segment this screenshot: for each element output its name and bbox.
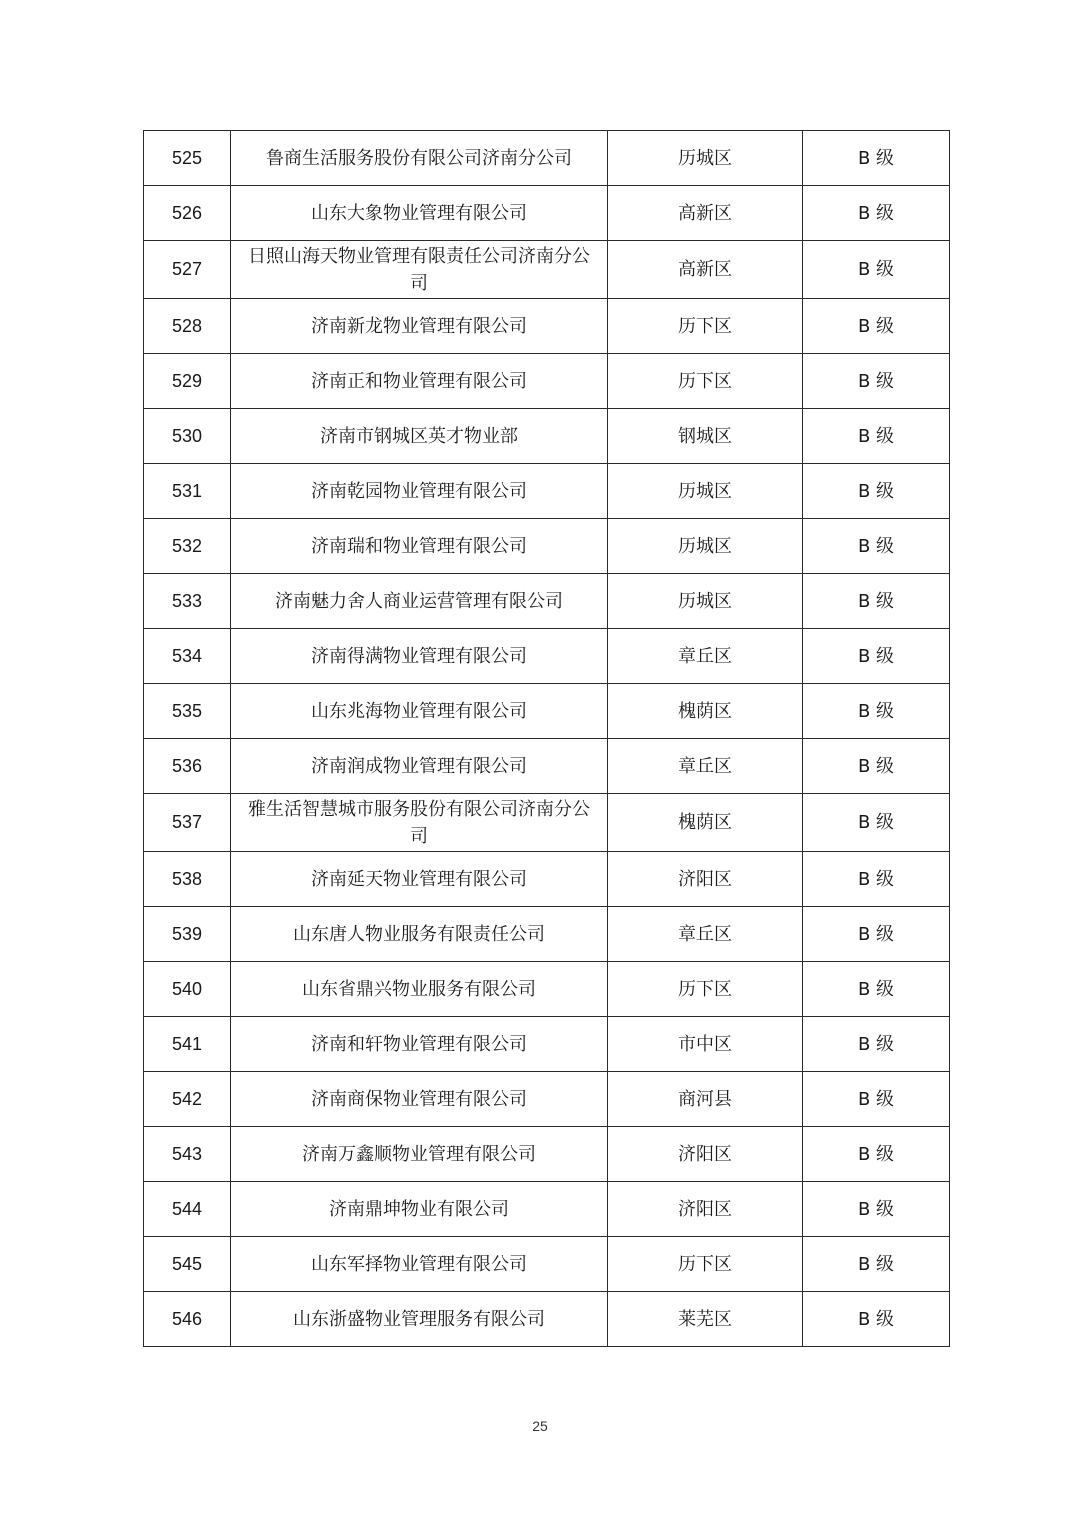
grade: B 级 (803, 629, 950, 684)
row-number: 527 (144, 241, 231, 299)
district: 章丘区 (608, 629, 803, 684)
row-number: 545 (144, 1237, 231, 1292)
row-number: 525 (144, 131, 231, 186)
company-name: 山东浙盛物业管理服务有限公司 (231, 1292, 608, 1347)
district: 钢城区 (608, 409, 803, 464)
grade: B 级 (803, 1127, 950, 1182)
grade: B 级 (803, 519, 950, 574)
company-name: 济南正和物业管理有限公司 (231, 354, 608, 409)
company-name: 山东兆海物业管理有限公司 (231, 684, 608, 739)
table-row (144, 299, 950, 354)
table-row (144, 1127, 950, 1182)
grade: B 级 (803, 962, 950, 1017)
company-name: 济南鼎坤物业有限公司 (231, 1182, 608, 1237)
grade: B 级 (803, 907, 950, 962)
district: 莱芜区 (608, 1292, 803, 1347)
table-row (144, 852, 950, 907)
grade: B 级 (803, 1072, 950, 1127)
company-name: 济南瑞和物业管理有限公司 (231, 519, 608, 574)
company-name: 济南得满物业管理有限公司 (231, 629, 608, 684)
district: 历下区 (608, 1237, 803, 1292)
district: 市中区 (608, 1017, 803, 1072)
grade: B 级 (803, 354, 950, 409)
row-number: 541 (144, 1017, 231, 1072)
company-name: 济南乾园物业管理有限公司 (231, 464, 608, 519)
row-number: 543 (144, 1127, 231, 1182)
table-row (144, 464, 950, 519)
table-row (144, 962, 950, 1017)
district: 槐荫区 (608, 794, 803, 852)
district: 历下区 (608, 299, 803, 354)
grade: B 级 (803, 739, 950, 794)
grade: B 级 (803, 464, 950, 519)
company-name: 济南润成物业管理有限公司 (231, 739, 608, 794)
district: 高新区 (608, 186, 803, 241)
table-row (144, 574, 950, 629)
grade: B 级 (803, 574, 950, 629)
grade: B 级 (803, 131, 950, 186)
table-row (144, 1237, 950, 1292)
grade: B 级 (803, 299, 950, 354)
grade: B 级 (803, 1292, 950, 1347)
grade: B 级 (803, 852, 950, 907)
company-name: 济南新龙物业管理有限公司 (231, 299, 608, 354)
company-name: 济南商保物业管理有限公司 (231, 1072, 608, 1127)
company-name: 日照山海天物业管理有限责任公司济南分公司 (231, 241, 608, 299)
company-name: 雅生活智慧城市服务股份有限公司济南分公司 (231, 794, 608, 852)
row-number: 536 (144, 739, 231, 794)
company-name: 济南魅力舍人商业运营管理有限公司 (231, 574, 608, 629)
grade: B 级 (803, 186, 950, 241)
district: 济阳区 (608, 852, 803, 907)
row-number: 530 (144, 409, 231, 464)
company-name: 济南延天物业管理有限公司 (231, 852, 608, 907)
grade: B 级 (803, 794, 950, 852)
row-number: 531 (144, 464, 231, 519)
company-name: 济南和轩物业管理有限公司 (231, 1017, 608, 1072)
company-name: 鲁商生活服务股份有限公司济南分公司 (231, 131, 608, 186)
grade: B 级 (803, 1017, 950, 1072)
page-number: 25 (532, 1418, 548, 1434)
row-number: 544 (144, 1182, 231, 1237)
table-row (144, 629, 950, 684)
district: 历下区 (608, 962, 803, 1017)
row-number: 538 (144, 852, 231, 907)
grade: B 级 (803, 1237, 950, 1292)
row-number: 532 (144, 519, 231, 574)
company-name: 济南市钢城区英才物业部 (231, 409, 608, 464)
row-number: 529 (144, 354, 231, 409)
table-row (144, 131, 950, 186)
table-row (144, 794, 950, 852)
row-number: 542 (144, 1072, 231, 1127)
district: 章丘区 (608, 907, 803, 962)
row-number: 526 (144, 186, 231, 241)
company-name: 山东唐人物业服务有限责任公司 (231, 907, 608, 962)
district: 高新区 (608, 241, 803, 299)
row-number: 535 (144, 684, 231, 739)
district: 历城区 (608, 519, 803, 574)
district: 历城区 (608, 574, 803, 629)
row-number: 533 (144, 574, 231, 629)
table-row (144, 1182, 950, 1237)
table-row (144, 1017, 950, 1072)
company-name: 山东军择物业管理有限公司 (231, 1237, 608, 1292)
company-name: 山东大象物业管理有限公司 (231, 186, 608, 241)
row-number: 546 (144, 1292, 231, 1347)
grade: B 级 (803, 241, 950, 299)
district: 济阳区 (608, 1127, 803, 1182)
grade: B 级 (803, 1182, 950, 1237)
company-name: 济南万鑫顺物业管理有限公司 (231, 1127, 608, 1182)
row-number: 528 (144, 299, 231, 354)
district: 槐荫区 (608, 684, 803, 739)
table-row (144, 409, 950, 464)
table-row (144, 1072, 950, 1127)
grade: B 级 (803, 409, 950, 464)
district: 济阳区 (608, 1182, 803, 1237)
company-name: 山东省鼎兴物业服务有限公司 (231, 962, 608, 1017)
company-rating-table (143, 130, 950, 1347)
district: 历下区 (608, 354, 803, 409)
district: 章丘区 (608, 739, 803, 794)
row-number: 540 (144, 962, 231, 1017)
row-number: 537 (144, 794, 231, 852)
table-row (144, 241, 950, 299)
row-number: 534 (144, 629, 231, 684)
table-row (144, 354, 950, 409)
table-row (144, 684, 950, 739)
district: 历城区 (608, 131, 803, 186)
table-row (144, 739, 950, 794)
table-row (144, 519, 950, 574)
district: 历城区 (608, 464, 803, 519)
table-row (144, 1292, 950, 1347)
district: 商河县 (608, 1072, 803, 1127)
grade: B 级 (803, 684, 950, 739)
row-number: 539 (144, 907, 231, 962)
table-row (144, 186, 950, 241)
table-row (144, 907, 950, 962)
